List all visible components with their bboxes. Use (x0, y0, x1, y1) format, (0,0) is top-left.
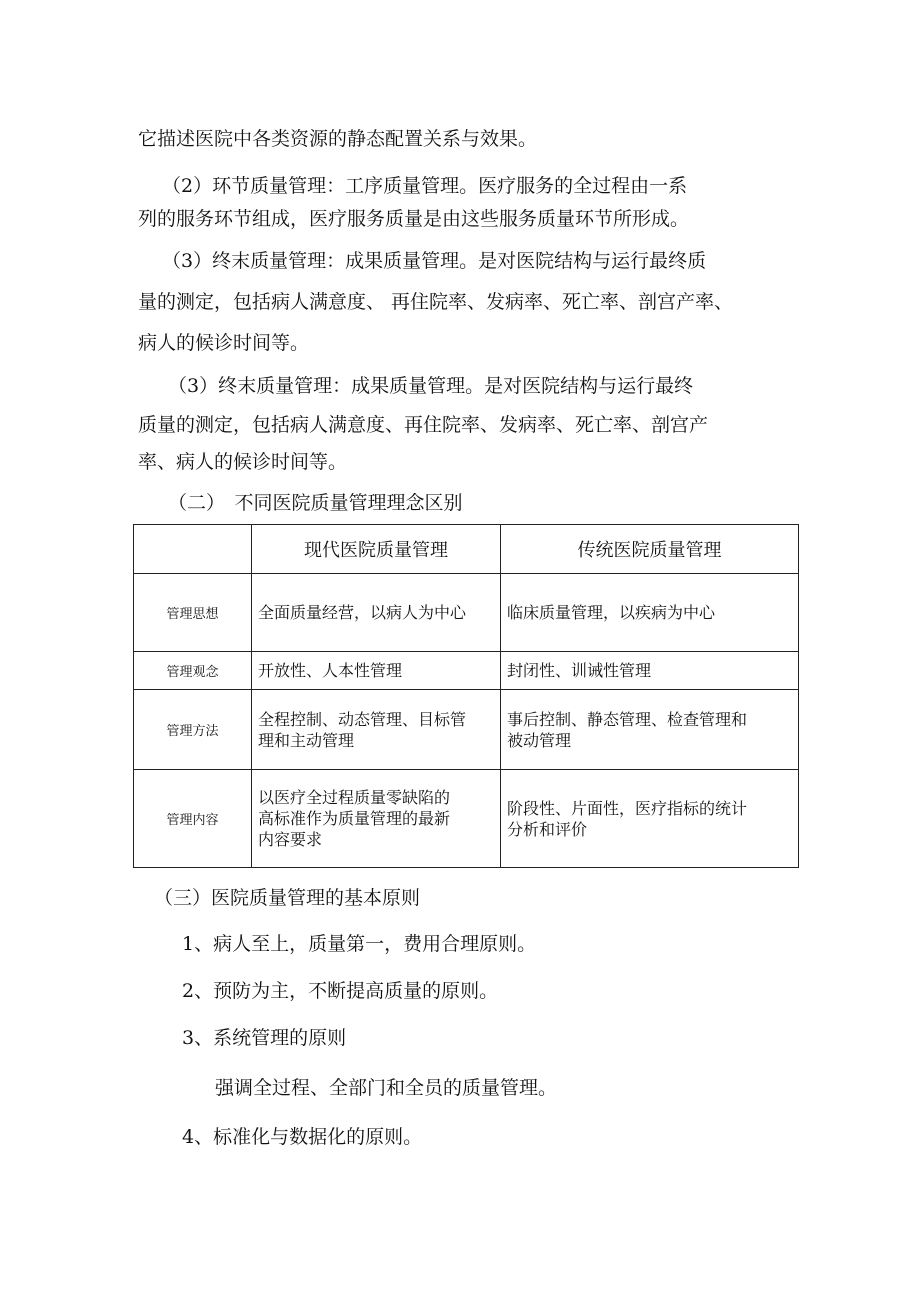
cell-line: 高标准作为质量管理的最新 (258, 809, 451, 828)
row-label: 管理内容 (134, 770, 252, 868)
cell-line: 以医疗全过程质量零缺陷的 (258, 788, 451, 807)
paragraph-process-quality-line2: 列的服务环节组成，医疗服务质量是由这些服务质量环节所形成。 (138, 208, 690, 230)
principle-4: 4、标准化与数据化的原则。 (182, 1126, 423, 1148)
table-row (134, 652, 799, 690)
cell-line: 内容要求 (258, 830, 323, 849)
principle-2: 2、预防为主，不断提高质量的原则。 (182, 980, 499, 1002)
cell-line: 全程控制、动态管理、目标管 (258, 709, 467, 729)
paragraph-process-quality-line1: （2）环节质量管理：工序质量管理。医疗服务的全过程由一系 (162, 175, 688, 197)
cell-modern (252, 770, 501, 868)
paragraph-terminal-quality-line3: 病人的候诊时间等。 (138, 332, 310, 354)
comparison-table (133, 524, 799, 868)
row-label: 管理思想 (134, 574, 252, 652)
paragraph-terminal-quality-repeat-line3: 率、病人的候诊时间等。 (138, 451, 348, 473)
principle-3-description: 强调全过程、全部门和全员的质量管理。 (215, 1077, 558, 1099)
table-header-traditional: 传统医院质量管理 (501, 525, 799, 574)
table-header-blank (134, 525, 252, 574)
table-header-modern: 现代医院质量管理 (252, 525, 501, 574)
paragraph-structure-quality-end: 它描述医院中各类资源的静态配置关系与效果。 (138, 128, 538, 150)
cell-line: 阶段性、片面性，医疗指标的统计 (507, 798, 748, 818)
row-label: 管理方法 (134, 690, 252, 770)
principle-1: 1、病人至上，质量第一，费用合理原则。 (182, 933, 537, 955)
paragraph-terminal-quality-line2: 量的测定，包括病人满意度、 再住院率、发病率、死亡率、剖宫产率、 (138, 291, 734, 313)
cell-line: 分析和评价 (507, 819, 588, 839)
cell-traditional (501, 770, 799, 868)
paragraph-terminal-quality-repeat-line1: （3）终末质量管理：成果质量管理。是对医院结构与运行最终 (168, 375, 694, 397)
cell-line: 被动管理 (507, 730, 572, 750)
paragraph-terminal-quality-repeat-line2: 质量的测定，包括病人满意度、再住院率、发病率、死亡率、剖宫产 (138, 414, 709, 436)
cell-line: 理和主动管理 (258, 730, 355, 750)
section-heading-3: （三）医院质量管理的基本原则 (154, 887, 421, 909)
section-heading-2: （二） 不同医院质量管理理念区别 (168, 492, 463, 514)
cell-modern (252, 690, 501, 770)
principle-3: 3、系统管理的原则 (182, 1027, 347, 1049)
row-label: 管理观念 (134, 652, 252, 690)
table-header-row (134, 525, 799, 574)
cell-traditional: 封闭性、训诫性管理 (501, 652, 799, 690)
cell-traditional: 临床质量管理，以疾病为中心 (501, 574, 799, 652)
cell-modern: 全面质量经营，以病人为中心 (252, 574, 501, 652)
table-row (134, 690, 799, 770)
cell-modern: 开放性、人本性管理 (252, 652, 501, 690)
table-row (134, 770, 799, 868)
cell-traditional (501, 690, 799, 770)
paragraph-terminal-quality-line1: （3）终末质量管理：成果质量管理。是对医院结构与运行最终质 (162, 250, 707, 272)
cell-line: 事后控制、静态管理、检查管理和 (507, 709, 748, 729)
table-row (134, 574, 799, 652)
